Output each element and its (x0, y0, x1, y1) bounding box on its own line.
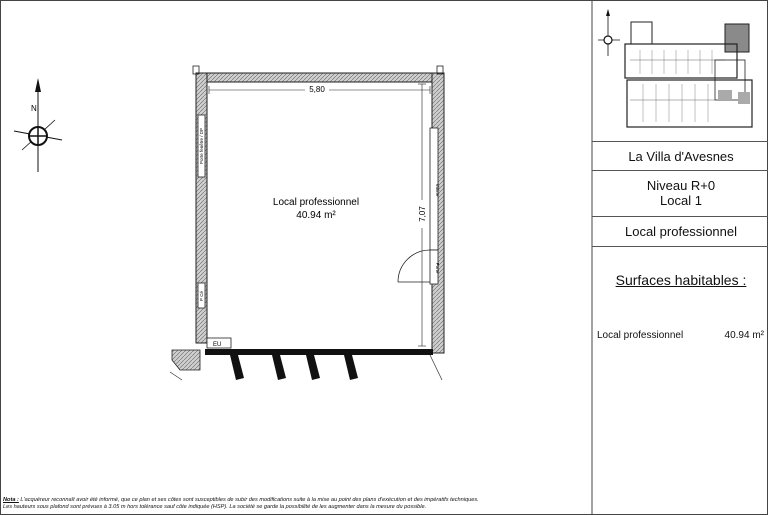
porte-fenetre-label: Porte fenêtre / DP (199, 127, 204, 165)
placard-label: P Cé (199, 291, 204, 301)
key-plan-compass-icon (598, 9, 620, 56)
panel-divider (592, 246, 768, 247)
compass-north-letter: N (31, 104, 37, 113)
vitrine-label: Vitrine (435, 183, 440, 197)
note-line-1: L'acquéreur reconnaît avoir été informé, que ce plan et ses côtes sont susceptibles de subir des modifications suite à la mise au point des plans d'exécution et des impératifs techniques. (18, 497, 479, 503)
panel-divider (592, 216, 768, 217)
porte-label: Porte (435, 262, 440, 274)
surface-row-label: Local professionnel (597, 330, 684, 341)
depth-dimension (416, 84, 428, 346)
surfaces-heading: Surfaces habitables : (615, 272, 747, 288)
panel-divider (592, 141, 768, 142)
width-dimension-label: 5,80 (309, 85, 325, 94)
surface-row-value: 40.94 m² (724, 330, 764, 341)
footer-note (3, 497, 591, 511)
note-label: Nota : (3, 497, 19, 503)
level-label: Niveau R+0 (646, 178, 716, 193)
room-walls (170, 66, 444, 380)
unit-type-label: Local professionnel (624, 224, 738, 239)
room-area-label: 40.94 m² (296, 210, 336, 221)
width-dimension (209, 84, 430, 94)
project-title: La Villa d'Avesnes (628, 149, 734, 164)
eu-label: EU (213, 342, 222, 348)
room-name-label: Local professionnel (272, 197, 360, 208)
panel-divider (592, 170, 768, 171)
note-line-2: Les hauteurs sous plafond sont prévues à 3.05 m hors tolérance sauf côte indiquée (HSP). La société se garde la possibilité de les augmenter dans la mesure du possible. (3, 504, 427, 510)
north-compass-icon (14, 78, 62, 172)
key-plan-thumbnail (598, 9, 752, 127)
depth-dimension-label: 7,07 (418, 206, 427, 222)
unit-label: Local 1 (660, 193, 702, 208)
